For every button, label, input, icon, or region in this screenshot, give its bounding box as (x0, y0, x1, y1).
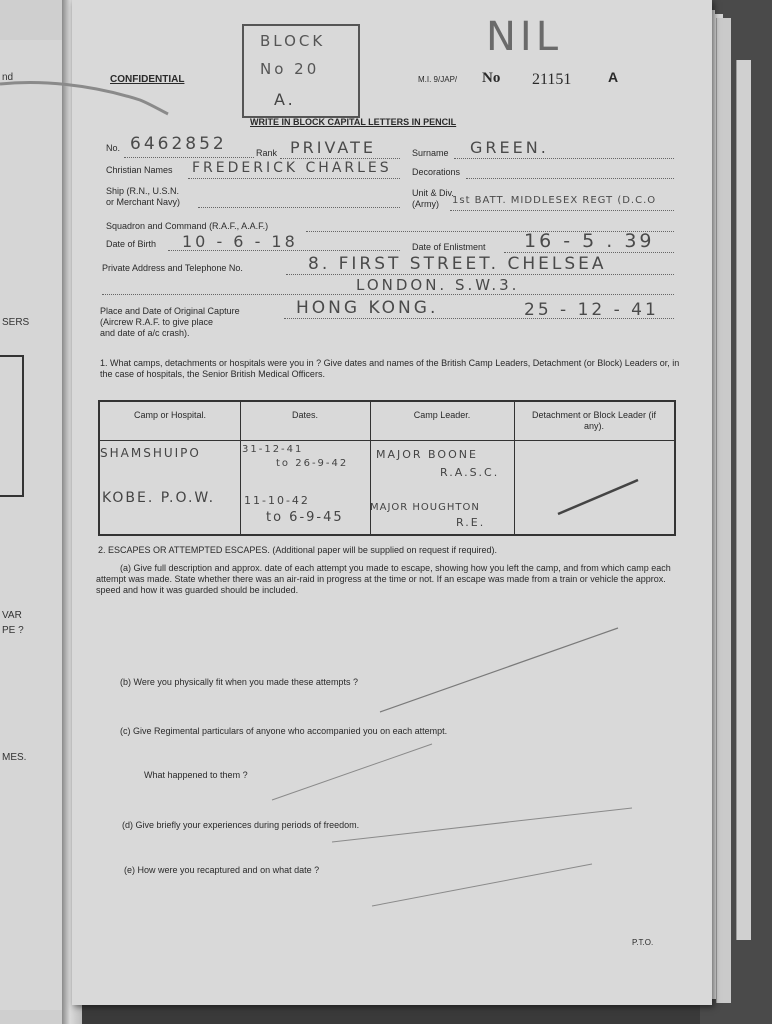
question-2b: (b) Were you physically fit when you made these attempts ? (120, 677, 358, 687)
left-fragment: SERS (2, 317, 30, 328)
dob-label: Date of Birth (106, 239, 157, 249)
christian-names-value: FREDERICK CHARLES (192, 160, 392, 176)
form-page (72, 0, 712, 1005)
table-cell: MAJOR HOUGHTON (370, 502, 480, 513)
stamp-line: A. (274, 90, 296, 109)
form-number: 21151 (532, 71, 572, 88)
left-fragment: nd (2, 72, 14, 83)
binding-string (0, 78, 170, 118)
table-cell: MAJOR BOONE (376, 448, 478, 461)
no-label: No. (106, 143, 121, 153)
capture-label: Place and Date of Original Capture (100, 306, 240, 316)
ship-label: Ship (R.N., U.S.N. (106, 186, 180, 196)
table-header: Detachment or Block Leader (if any). (531, 410, 657, 431)
table-header: Camp or Hospital. (133, 410, 207, 420)
unit-label-2: (Army) (412, 199, 439, 209)
table-cell: R.A.S.C. (440, 466, 500, 479)
surname-label: Surname (412, 148, 449, 158)
pencil-strike (558, 480, 638, 514)
ship-label-2: or Merchant Navy) (106, 197, 181, 207)
no-value: 6462852 (130, 134, 227, 154)
question-2a: (a) Give full description and approx. date of each attempt you made to escape, showing how you left the camp, and from which camp each attempt was made. State whether there was an air-raid in progress at the time or not. If an escape was made from a train or vehicle the approx. speed and how it was guarded should be included. (96, 563, 671, 595)
pencil-strike (372, 864, 592, 906)
question-2c: (c) Give Regimental particulars of anyone who accompanied you on each attempt. (120, 726, 448, 736)
address-value-1: 8. FIRST STREET. CHELSEA (308, 254, 607, 274)
capture-label-2: (Aircrew R.A.F. to give place (100, 317, 214, 327)
left-fragment: PE ? (2, 625, 24, 636)
mi-reference: M.I. 9/JAP/ (418, 75, 458, 84)
series-letter: A (608, 69, 619, 85)
previous-page (0, 40, 63, 1010)
pencil-strikes (72, 0, 712, 1005)
pencil-note: NIL (486, 14, 563, 60)
capture-place: HONG KONG. (296, 298, 439, 318)
stamp-line: BLOCK (260, 32, 326, 50)
table-cell: R.E. (456, 516, 486, 529)
address-value-2: LONDON. S.W.3. (356, 276, 520, 294)
pencil-strike (332, 808, 632, 842)
pencil-strike (380, 628, 618, 712)
question-2-title: 2. ESCAPES OR ATTEMPTED ESCAPES. (Additional paper will be supplied on request if required). (98, 545, 498, 555)
left-fragment: MES. (2, 752, 27, 763)
left-page-box (0, 355, 24, 497)
table-header: Dates. (291, 410, 318, 420)
address-label: Private Address and Telephone No. (102, 263, 243, 273)
squadron-label: Squadron and Command (R.A.F., A.A.F.) (106, 221, 269, 231)
pto-label: P.T.O. (632, 938, 654, 947)
table-cell: 11-10-42 (244, 494, 310, 507)
question-2d: (d) Give briefly your experiences during periods of freedom. (122, 820, 360, 830)
decorations-label: Decorations (412, 167, 461, 177)
capture-date: 25 - 12 - 41 (524, 300, 659, 320)
confidential-label: CONFIDENTIAL (110, 74, 185, 85)
enlistment-label: Date of Enlistment (412, 242, 486, 252)
surname-value: GREEN. (470, 138, 549, 157)
unit-value: 1st BATT. MIDDLESEX REGT (D.C.O (452, 195, 657, 206)
question-1: 1. What camps, detachments or hospitals were you in ? Give dates and names of the British Camp Leaders, Detachment (or Block) Leaders or, in the case of hospitals, the Senior British Medical Officers. (100, 358, 680, 379)
table-cell: 31-12-41 (242, 444, 304, 455)
pencil-strike (272, 744, 432, 800)
number-label: No (482, 70, 501, 86)
unit-label: Unit & Div. (412, 188, 454, 198)
left-fragment: VAR (2, 610, 22, 621)
capture-label-3: and date of a/c crash). (100, 328, 190, 338)
table-cell: to 6-9-45 (266, 510, 344, 525)
table-cell: KOBE. P.O.W. (102, 490, 216, 506)
instruction: WRITE IN BLOCK CAPITAL LETTERS IN PENCIL (250, 117, 457, 127)
christian-names-label: Christian Names (106, 165, 173, 175)
table-header: Camp Leader. (413, 410, 471, 420)
stamp-line: No 20 (260, 60, 320, 78)
question-2c-followup: What happened to them ? (144, 770, 248, 780)
table-cell: SHAMSHUIPO (100, 446, 201, 460)
enlistment-value: 16 - 5 . 39 (524, 230, 655, 252)
rank-label: Rank (256, 148, 278, 158)
table-cell: to 26-9-42 (276, 458, 349, 469)
question-2e: (e) How were you recaptured and on what date ? (124, 865, 320, 875)
rank-value: PRIVATE (290, 138, 376, 157)
dob-value: 10 - 6 - 18 (182, 232, 298, 251)
